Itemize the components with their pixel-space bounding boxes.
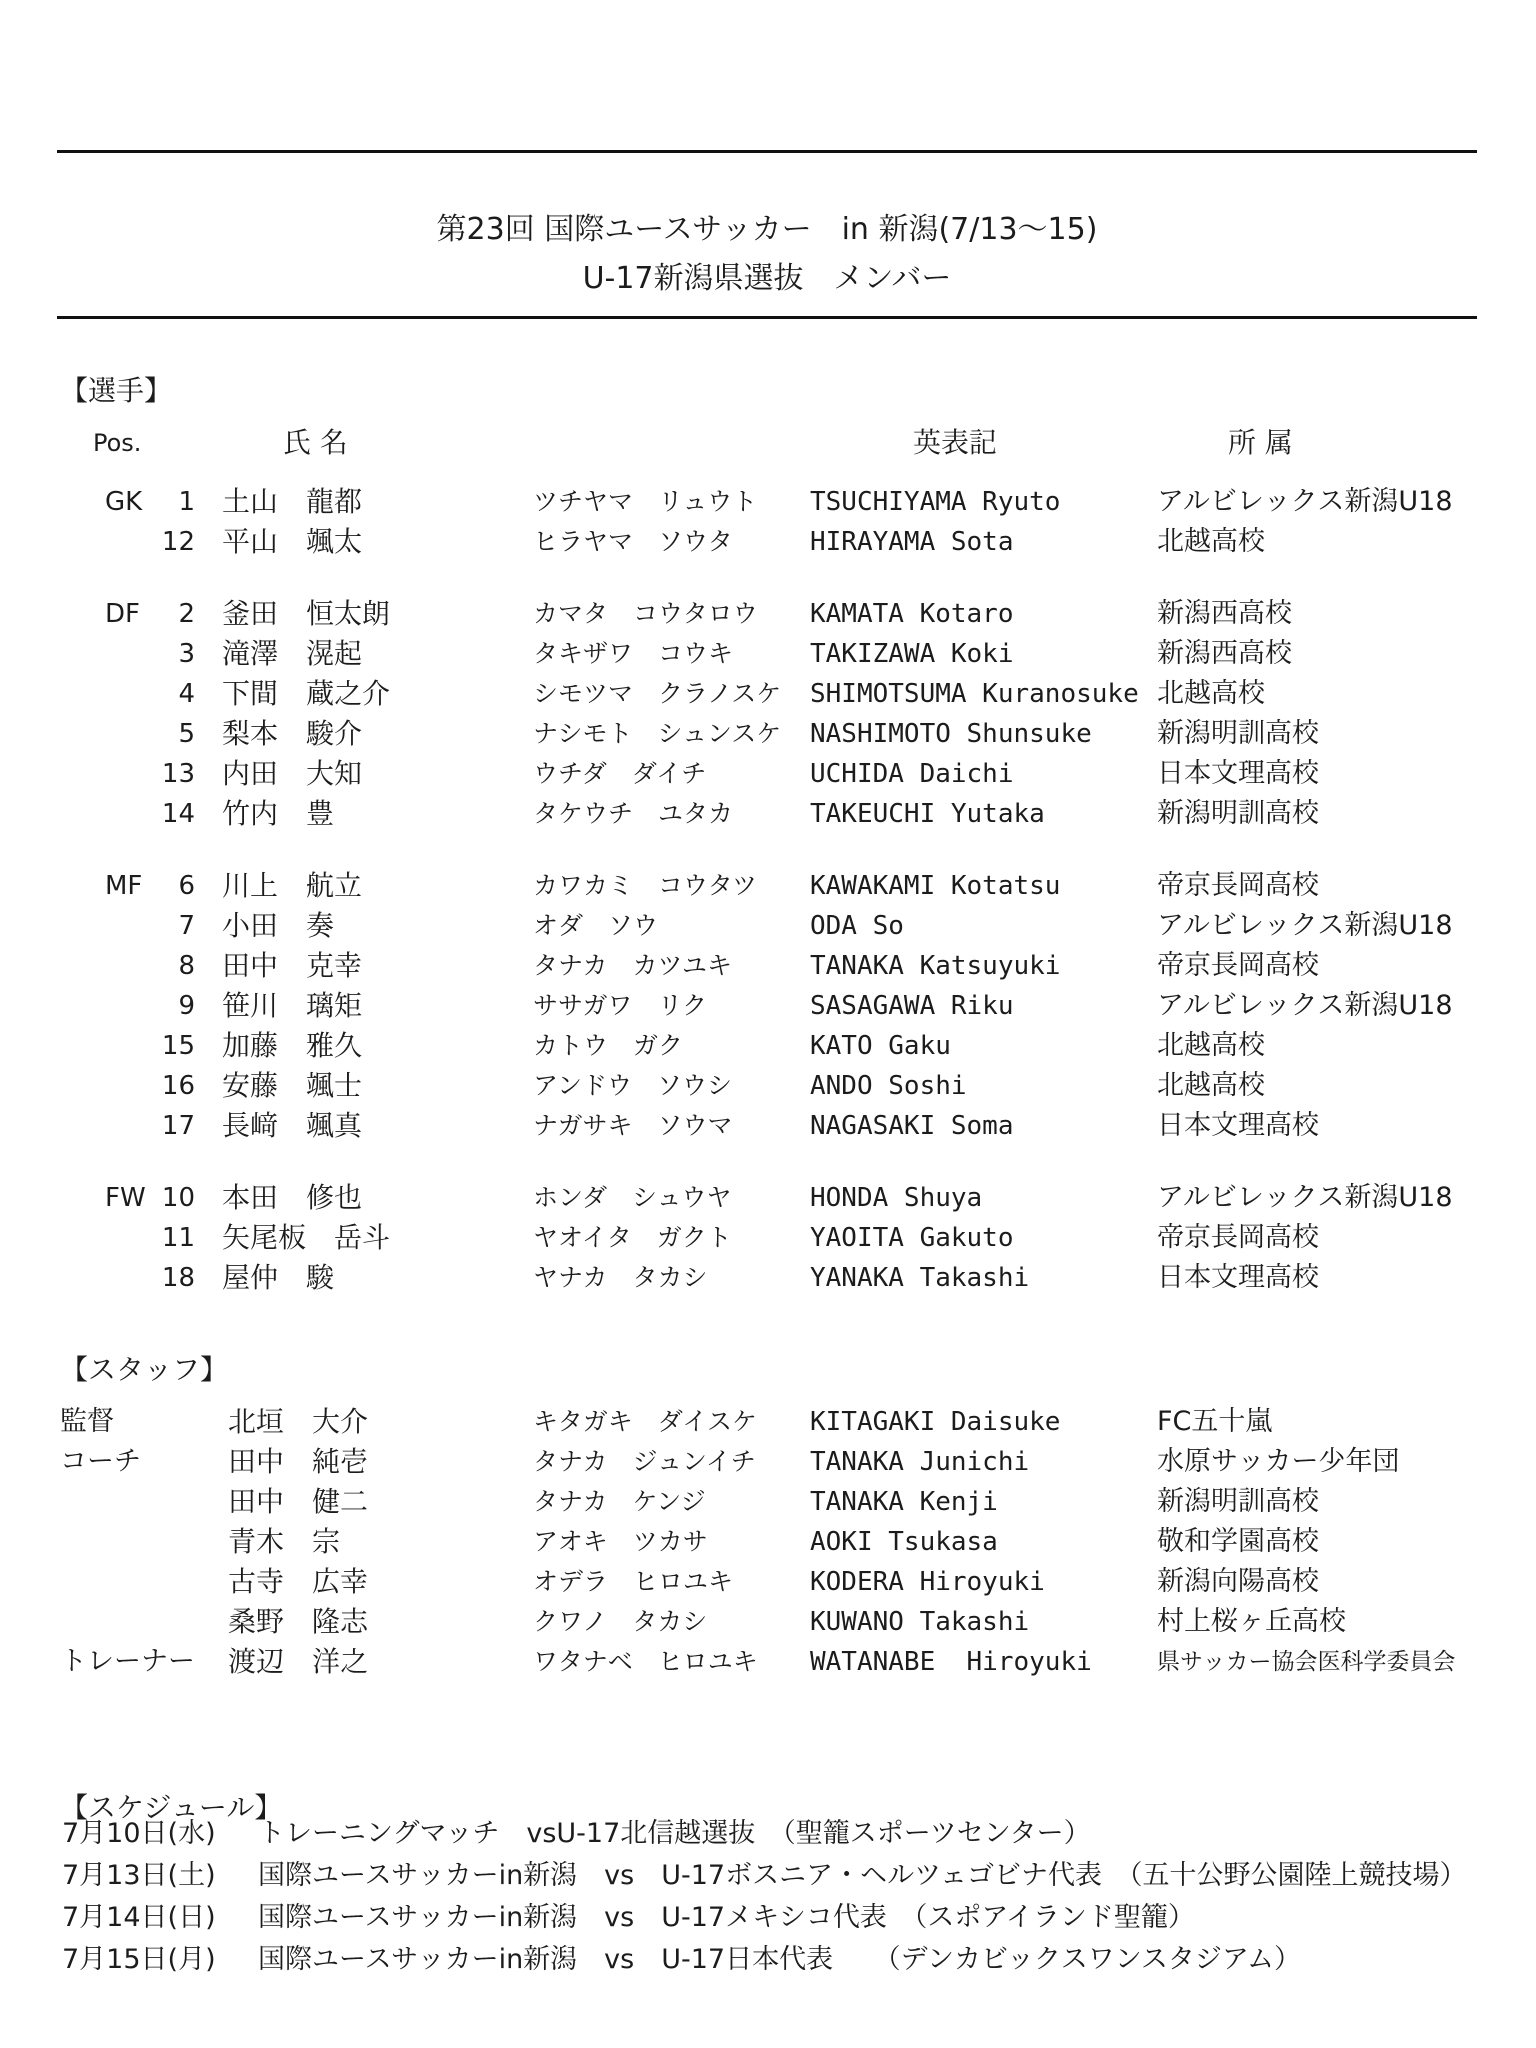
position-label xyxy=(60,1258,160,1298)
player-name-kana: カワカミ コウタツ xyxy=(533,871,758,900)
player-affiliation: 北越高校 xyxy=(1157,1070,1265,1101)
schedule-row xyxy=(60,1897,1536,1939)
player-group-df xyxy=(60,594,1536,834)
staff-affiliation: 敬和学園高校 xyxy=(1157,1526,1319,1557)
staff-name-kanji: 渡辺 洋之 xyxy=(228,1645,369,1678)
position-label: DF xyxy=(105,599,140,629)
staff-row xyxy=(60,1482,1536,1522)
player-group-gk xyxy=(60,482,1536,562)
players-heading: 【選手】 xyxy=(60,374,173,407)
staff-affiliation: FC五十嵐 xyxy=(1157,1406,1273,1437)
jersey-number: 3 xyxy=(178,639,195,669)
player-name-kanji: 長﨑 颯真 xyxy=(222,1109,363,1142)
jersey-number: 17 xyxy=(161,1111,195,1141)
player-name-kanji: 安藤 颯士 xyxy=(222,1069,363,1102)
player-row xyxy=(60,674,1536,714)
player-name-english: TAKEUCHI Yutaka xyxy=(810,799,1045,829)
staff-name-kana: タナカ ジュンイチ xyxy=(533,1447,756,1476)
jersey-number: 1 xyxy=(178,487,195,517)
staff-name-kanji: 北垣 大介 xyxy=(228,1405,369,1438)
player-affiliation: 日本文理高校 xyxy=(1157,1262,1319,1293)
player-name-english: YANAKA Takashi xyxy=(810,1263,1030,1293)
staff-role: コーチ xyxy=(60,1446,141,1477)
player-name-kana: タナカ カツユキ xyxy=(533,951,733,980)
player-name-kana: オダ ソウ xyxy=(533,911,659,940)
player-affiliation: 北越高校 xyxy=(1157,678,1265,709)
player-name-kanji: 本田 修也 xyxy=(222,1181,363,1214)
player-name-kana: ホンダ シュウヤ xyxy=(533,1183,732,1212)
player-row xyxy=(60,866,1536,906)
staff-name-english: KODERA Hiroyuki xyxy=(810,1567,1045,1597)
position-label xyxy=(60,1026,160,1066)
jersey-number: 7 xyxy=(178,911,195,941)
jersey-number: 4 xyxy=(178,679,195,709)
jersey-number: 11 xyxy=(161,1223,195,1253)
players-section xyxy=(60,371,1536,1298)
schedule-detail: 国際ユースサッカーin新潟 vs U-17日本代表 （デンカビックスワンスタジアム） xyxy=(258,1944,1301,1975)
player-affiliation: 帝京長岡高校 xyxy=(1157,1222,1319,1253)
position-label xyxy=(60,522,160,562)
player-affiliation: 日本文理高校 xyxy=(1157,758,1319,789)
schedule-row xyxy=(60,1813,1536,1855)
player-name-kanji: 田中 克幸 xyxy=(222,949,363,982)
player-affiliation: アルビレックス新潟U18 xyxy=(1157,910,1453,941)
player-affiliation: 北越高校 xyxy=(1157,1030,1265,1061)
player-group-mf xyxy=(60,866,1536,1146)
player-name-kana: ヒラヤマ ソウタ xyxy=(533,527,733,556)
schedule-heading: 【スケジュール】 xyxy=(60,1791,283,1824)
schedule-date: 7月10日(水) xyxy=(62,1818,216,1849)
document-subtitle: U-17新潟県選抜 メンバー xyxy=(582,261,952,296)
staff-name-kanji: 田中 純壱 xyxy=(228,1445,369,1478)
player-affiliation: 新潟明訓高校 xyxy=(1157,798,1319,829)
col-header-pos: Pos. xyxy=(93,429,142,457)
jersey-number: 13 xyxy=(161,759,195,789)
position-label xyxy=(60,714,160,754)
staff-role xyxy=(60,1602,225,1642)
staff-heading: 【スタッフ】 xyxy=(60,1353,229,1386)
player-name-kana: ナガサキ ソウマ xyxy=(533,1111,733,1140)
player-name-kana: カマタ コウタロウ xyxy=(533,599,758,628)
position-label xyxy=(60,906,160,946)
player-name-kanji: 加藤 雅久 xyxy=(222,1029,363,1062)
staff-role: 監督 xyxy=(60,1406,114,1437)
player-name-english: TSUCHIYAMA Ryuto xyxy=(810,487,1061,517)
position-label xyxy=(60,674,160,714)
schedule-date: 7月14日(日) xyxy=(62,1902,216,1933)
player-name-kanji: 屋仲 駿 xyxy=(222,1261,335,1294)
player-row xyxy=(60,714,1536,754)
top-divider xyxy=(57,150,1477,153)
player-row xyxy=(60,1218,1536,1258)
staff-name-kanji: 古寺 広幸 xyxy=(228,1565,369,1598)
player-row xyxy=(60,906,1536,946)
staff-name-kana: キタガキ ダイスケ xyxy=(533,1407,758,1436)
player-name-english: KAMATA Kotaro xyxy=(810,599,1014,629)
schedule-list xyxy=(60,1813,1536,1981)
player-name-english: KATO Gaku xyxy=(810,1031,951,1061)
player-affiliation: アルビレックス新潟U18 xyxy=(1157,990,1453,1021)
player-name-kana: アンドウ ソウシ xyxy=(533,1071,733,1100)
player-row xyxy=(60,754,1536,794)
player-name-kana: カトウ ガク xyxy=(533,1031,684,1060)
staff-row xyxy=(60,1442,1536,1482)
staff-name-kanji: 青木 宗 xyxy=(228,1525,341,1558)
player-name-kana: ウチダ ダイチ xyxy=(533,759,707,788)
staff-role: トレーナー xyxy=(60,1646,195,1677)
staff-role xyxy=(60,1522,225,1562)
schedule-detail: 国際ユースサッカーin新潟 vs U-17ボスニア・ヘルツェゴビナ代表 （五十公野公園陸上競技場） xyxy=(258,1860,1467,1891)
schedule-date: 7月15日(月) xyxy=(62,1944,216,1975)
subtitle-divider xyxy=(57,316,1477,319)
position-label xyxy=(60,634,160,674)
player-name-english: SASAGAWA Riku xyxy=(810,991,1014,1021)
staff-name-english: KUWANO Takashi xyxy=(810,1607,1030,1637)
staff-name-kanji: 桑野 隆志 xyxy=(228,1605,369,1638)
player-row xyxy=(60,594,1536,634)
col-header-english: 英表記 xyxy=(913,426,998,459)
position-label xyxy=(60,754,160,794)
player-group-fw xyxy=(60,1178,1536,1298)
jersey-number: 6 xyxy=(178,871,195,901)
player-row xyxy=(60,1106,1536,1146)
staff-row xyxy=(60,1642,1536,1682)
jersey-number: 5 xyxy=(178,719,195,749)
staff-role xyxy=(60,1562,225,1602)
player-name-kana: ナシモト シュンスケ xyxy=(533,719,782,748)
player-name-english: YAOITA Gakuto xyxy=(810,1223,1014,1253)
player-affiliation: 帝京長岡高校 xyxy=(1157,870,1319,901)
position-label xyxy=(60,986,160,1026)
player-name-kana: タキザワ コウキ xyxy=(533,639,734,668)
position-label: FW xyxy=(105,1183,146,1213)
player-affiliation: 北越高校 xyxy=(1157,526,1265,557)
player-name-english: UCHIDA Daichi xyxy=(810,759,1014,789)
position-label xyxy=(60,1066,160,1106)
staff-name-kana: タナカ ケンジ xyxy=(533,1487,706,1516)
player-name-kanji: 笹川 璃矩 xyxy=(222,989,363,1022)
staff-name-kana: アオキ ツカサ xyxy=(533,1527,708,1556)
staff-role xyxy=(60,1482,225,1522)
staff-row xyxy=(60,1522,1536,1562)
position-label: GK xyxy=(105,487,143,517)
schedule-detail: 国際ユースサッカーin新潟 vs U-17メキシコ代表 （スポアイランド聖籠） xyxy=(258,1902,1195,1933)
schedule-detail: トレーニングマッチ vsU-17北信越選抜 （聖籠スポーツセンター） xyxy=(258,1818,1091,1849)
staff-affiliation: 新潟向陽高校 xyxy=(1157,1566,1319,1597)
player-affiliation: 日本文理高校 xyxy=(1157,1110,1319,1141)
document-title: 第23回 国際ユースサッカー in 新潟(7/13～15) xyxy=(436,212,1098,247)
player-name-kana: ササガワ リク xyxy=(533,991,708,1020)
staff-name-kana: オデラ ヒロユキ xyxy=(533,1567,734,1596)
player-name-kanji: 滝澤 滉起 xyxy=(222,637,363,670)
jersey-number: 18 xyxy=(161,1263,195,1293)
player-name-kanji: 土山 龍都 xyxy=(222,485,363,518)
player-name-kana: シモツマ クラノスケ xyxy=(533,679,782,708)
staff-name-english: KITAGAKI Daisuke xyxy=(810,1407,1061,1437)
player-name-kana: ヤオイタ ガクト xyxy=(533,1223,732,1252)
player-name-kanji: 小田 奏 xyxy=(222,909,335,942)
player-name-english: HIRAYAMA Sota xyxy=(810,527,1014,557)
player-name-english: TAKIZAWA Koki xyxy=(810,639,1014,669)
schedule-section xyxy=(60,1791,1536,1981)
staff-name-english: WATANABE Hiroyuki xyxy=(810,1647,1092,1677)
player-name-kanji: 釜田 恒太朗 xyxy=(222,597,391,630)
schedule-row xyxy=(60,1939,1536,1981)
player-name-kanji: 矢尾板 岳斗 xyxy=(222,1221,391,1254)
player-name-kana: ツチヤマ リュウト xyxy=(533,487,758,516)
staff-row xyxy=(60,1602,1536,1642)
player-row xyxy=(60,1178,1536,1218)
staff-name-kanji: 田中 健二 xyxy=(228,1485,369,1518)
staff-row xyxy=(60,1562,1536,1602)
player-name-kanji: 内田 大知 xyxy=(222,757,363,790)
position-label xyxy=(60,1218,160,1258)
players-table-body xyxy=(60,482,1536,1298)
staff-name-english: AOKI Tsukasa xyxy=(810,1527,998,1557)
player-name-english: TANAKA Katsuyuki xyxy=(810,951,1061,981)
player-affiliation: アルビレックス新潟U18 xyxy=(1157,486,1453,517)
players-table-header xyxy=(60,423,1536,463)
jersey-number: 2 xyxy=(178,599,195,629)
position-label xyxy=(60,946,160,986)
staff-row xyxy=(60,1402,1536,1442)
player-affiliation: 新潟明訓高校 xyxy=(1157,718,1319,749)
player-row xyxy=(60,522,1536,562)
document-content xyxy=(0,150,1536,1981)
jersey-number: 10 xyxy=(161,1183,195,1213)
staff-affiliation: 水原サッカー少年団 xyxy=(1157,1446,1400,1477)
player-name-kanji: 下間 蔵之介 xyxy=(222,677,391,710)
player-affiliation: 新潟西高校 xyxy=(1157,598,1292,629)
player-name-english: HONDA Shuya xyxy=(810,1183,983,1213)
staff-affiliation: 村上桜ヶ丘高校 xyxy=(1157,1606,1346,1637)
player-row xyxy=(60,1066,1536,1106)
player-affiliation: 帝京長岡高校 xyxy=(1157,950,1319,981)
jersey-number: 16 xyxy=(161,1071,195,1101)
schedule-date: 7月13日(土) xyxy=(62,1860,216,1891)
jersey-number: 15 xyxy=(161,1031,195,1061)
player-row xyxy=(60,986,1536,1026)
staff-name-english: TANAKA Junichi xyxy=(810,1447,1030,1477)
player-name-english: SHIMOTSUMA Kuranosuke xyxy=(810,679,1139,709)
player-row xyxy=(60,794,1536,834)
jersey-number: 14 xyxy=(161,799,195,829)
staff-name-english: TANAKA Kenji xyxy=(810,1487,998,1517)
staff-affiliation: 新潟明訓高校 xyxy=(1157,1486,1319,1517)
player-name-english: KAWAKAMI Kotatsu xyxy=(810,871,1061,901)
player-row xyxy=(60,946,1536,986)
player-row xyxy=(60,634,1536,674)
staff-name-kana: ワタナベ ヒロユキ xyxy=(533,1647,758,1676)
col-header-name: 氏 名 xyxy=(283,426,348,459)
position-label: MF xyxy=(105,871,143,901)
player-row xyxy=(60,1026,1536,1066)
jersey-number: 9 xyxy=(178,991,195,1021)
player-row xyxy=(60,1258,1536,1298)
player-name-kanji: 平山 颯太 xyxy=(222,525,363,558)
player-name-english: ANDO Soshi xyxy=(810,1071,967,1101)
staff-name-kana: クワノ タカシ xyxy=(533,1607,708,1636)
player-name-kanji: 川上 航立 xyxy=(222,869,363,902)
player-row xyxy=(60,482,1536,522)
player-affiliation: 新潟西高校 xyxy=(1157,638,1292,669)
player-name-english: ODA So xyxy=(810,911,904,941)
player-name-kana: ヤナカ タカシ xyxy=(533,1263,708,1292)
schedule-row xyxy=(60,1855,1536,1897)
player-name-kana: タケウチ ユタカ xyxy=(533,799,734,828)
player-name-kanji: 竹内 豊 xyxy=(222,797,335,830)
jersey-number: 8 xyxy=(178,951,195,981)
position-label xyxy=(60,1106,160,1146)
staff-affiliation: 県サッカー協会医科学委員会 xyxy=(1157,1649,1456,1675)
position-label xyxy=(60,794,160,834)
jersey-number: 12 xyxy=(161,527,195,557)
staff-section xyxy=(60,1350,1536,1682)
player-name-english: NAGASAKI Soma xyxy=(810,1111,1014,1141)
player-affiliation: アルビレックス新潟U18 xyxy=(1157,1182,1453,1213)
player-name-english: NASHIMOTO Shunsuke xyxy=(810,719,1092,749)
col-header-affiliation: 所 属 xyxy=(1228,426,1293,459)
player-name-kanji: 梨本 駿介 xyxy=(222,717,363,750)
staff-table-body xyxy=(60,1402,1536,1682)
